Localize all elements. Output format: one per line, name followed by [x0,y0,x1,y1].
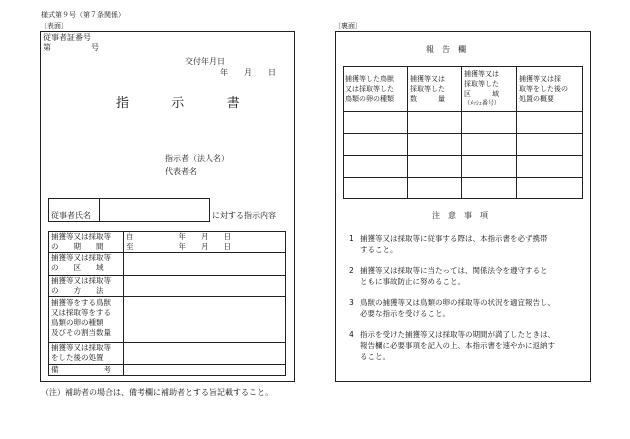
footnote: （注）補助者の場合は、備考欄に補助者とする旨記載すること。 [41,388,273,397]
title-char: 示 [171,96,185,111]
issue-date-label: 交付年月日 [185,57,225,66]
title-char: 書 [226,96,240,111]
note-text: 捕獲等又は採取等に当たっては、関係法令を遵守すると ともに事故防止に努めること。 [360,266,548,286]
note-text: 鳥獣の捕獲等又は鳥類の卵の採取等の状況を適宜報告し、 必要な指示を受けること。 [360,298,555,318]
note-item: 1 [349,234,354,243]
instructor-label: 指示者（法人名） [165,154,229,163]
title-char: 指 [116,96,130,111]
note-item: 4 [349,330,354,339]
row-label-species: 捕獲等をする鳥獣 又は採取等をする 鳥類の卵の種類 及びその割当数量 [51,298,111,337]
document-title [116,96,240,111]
report-title: 報 告 欄 [426,45,466,54]
back-side-label: 〔裏面〕 [334,22,362,30]
representative-label: 代表者名 [165,167,197,176]
instruction-suffix: に対する指示内容 [212,211,276,220]
row-label-disposal: 捕獲等又は採取等 をした後の処置 [51,343,111,362]
report-col-quantity: 捕獲等又は 採取等した 数 量 [410,75,445,103]
worker-cert-label: 従事者証番号 [43,33,91,42]
report-col-species: 捕獲等した鳥獣 又は採取等した 鳥類の卵の種類 [345,75,394,103]
row-label-period: 捕獲等又は採取等 の 期 間 [51,232,111,251]
row-label-area: 捕獲等又は採取等 の 区 域 [51,253,111,272]
form-header: 様式第９号（第７条関係） [41,11,125,19]
cert-number-label: 第 号 [43,43,99,52]
note-item: 2 [349,266,354,275]
report-col-area: 捕獲等又は 採取等した 区 域 （ﾒｯｼｭ番号） [464,70,501,107]
note-item: 3 [349,298,354,307]
note-text: 捕獲等又は採取等に従事する際は、本指示書を必ず携帯 すること。 [360,234,548,254]
row-label-method: 捕獲等又は採取等 の 方 法 [51,276,111,295]
report-col-disposal: 捕獲等又は採 取等をした後の 処置の概要 [519,75,568,103]
notes-title: 注 意 事 項 [432,211,488,220]
note-text: 指示を受けた捕獲等又は採取等の期間が満了したときは、 報告欄に必要事項を記入の上、本指示書を速やかに返納す ること。 [360,330,555,361]
issue-date-value: 年 月 日 [220,68,276,77]
row-value-period: 自 年 月 日 至 年 月 日 [126,232,231,251]
front-side-label: 〔表面〕 [40,22,68,30]
worker-name-label: 従事者氏名 [51,211,91,220]
row-label-remarks: 備 考 [51,365,111,374]
